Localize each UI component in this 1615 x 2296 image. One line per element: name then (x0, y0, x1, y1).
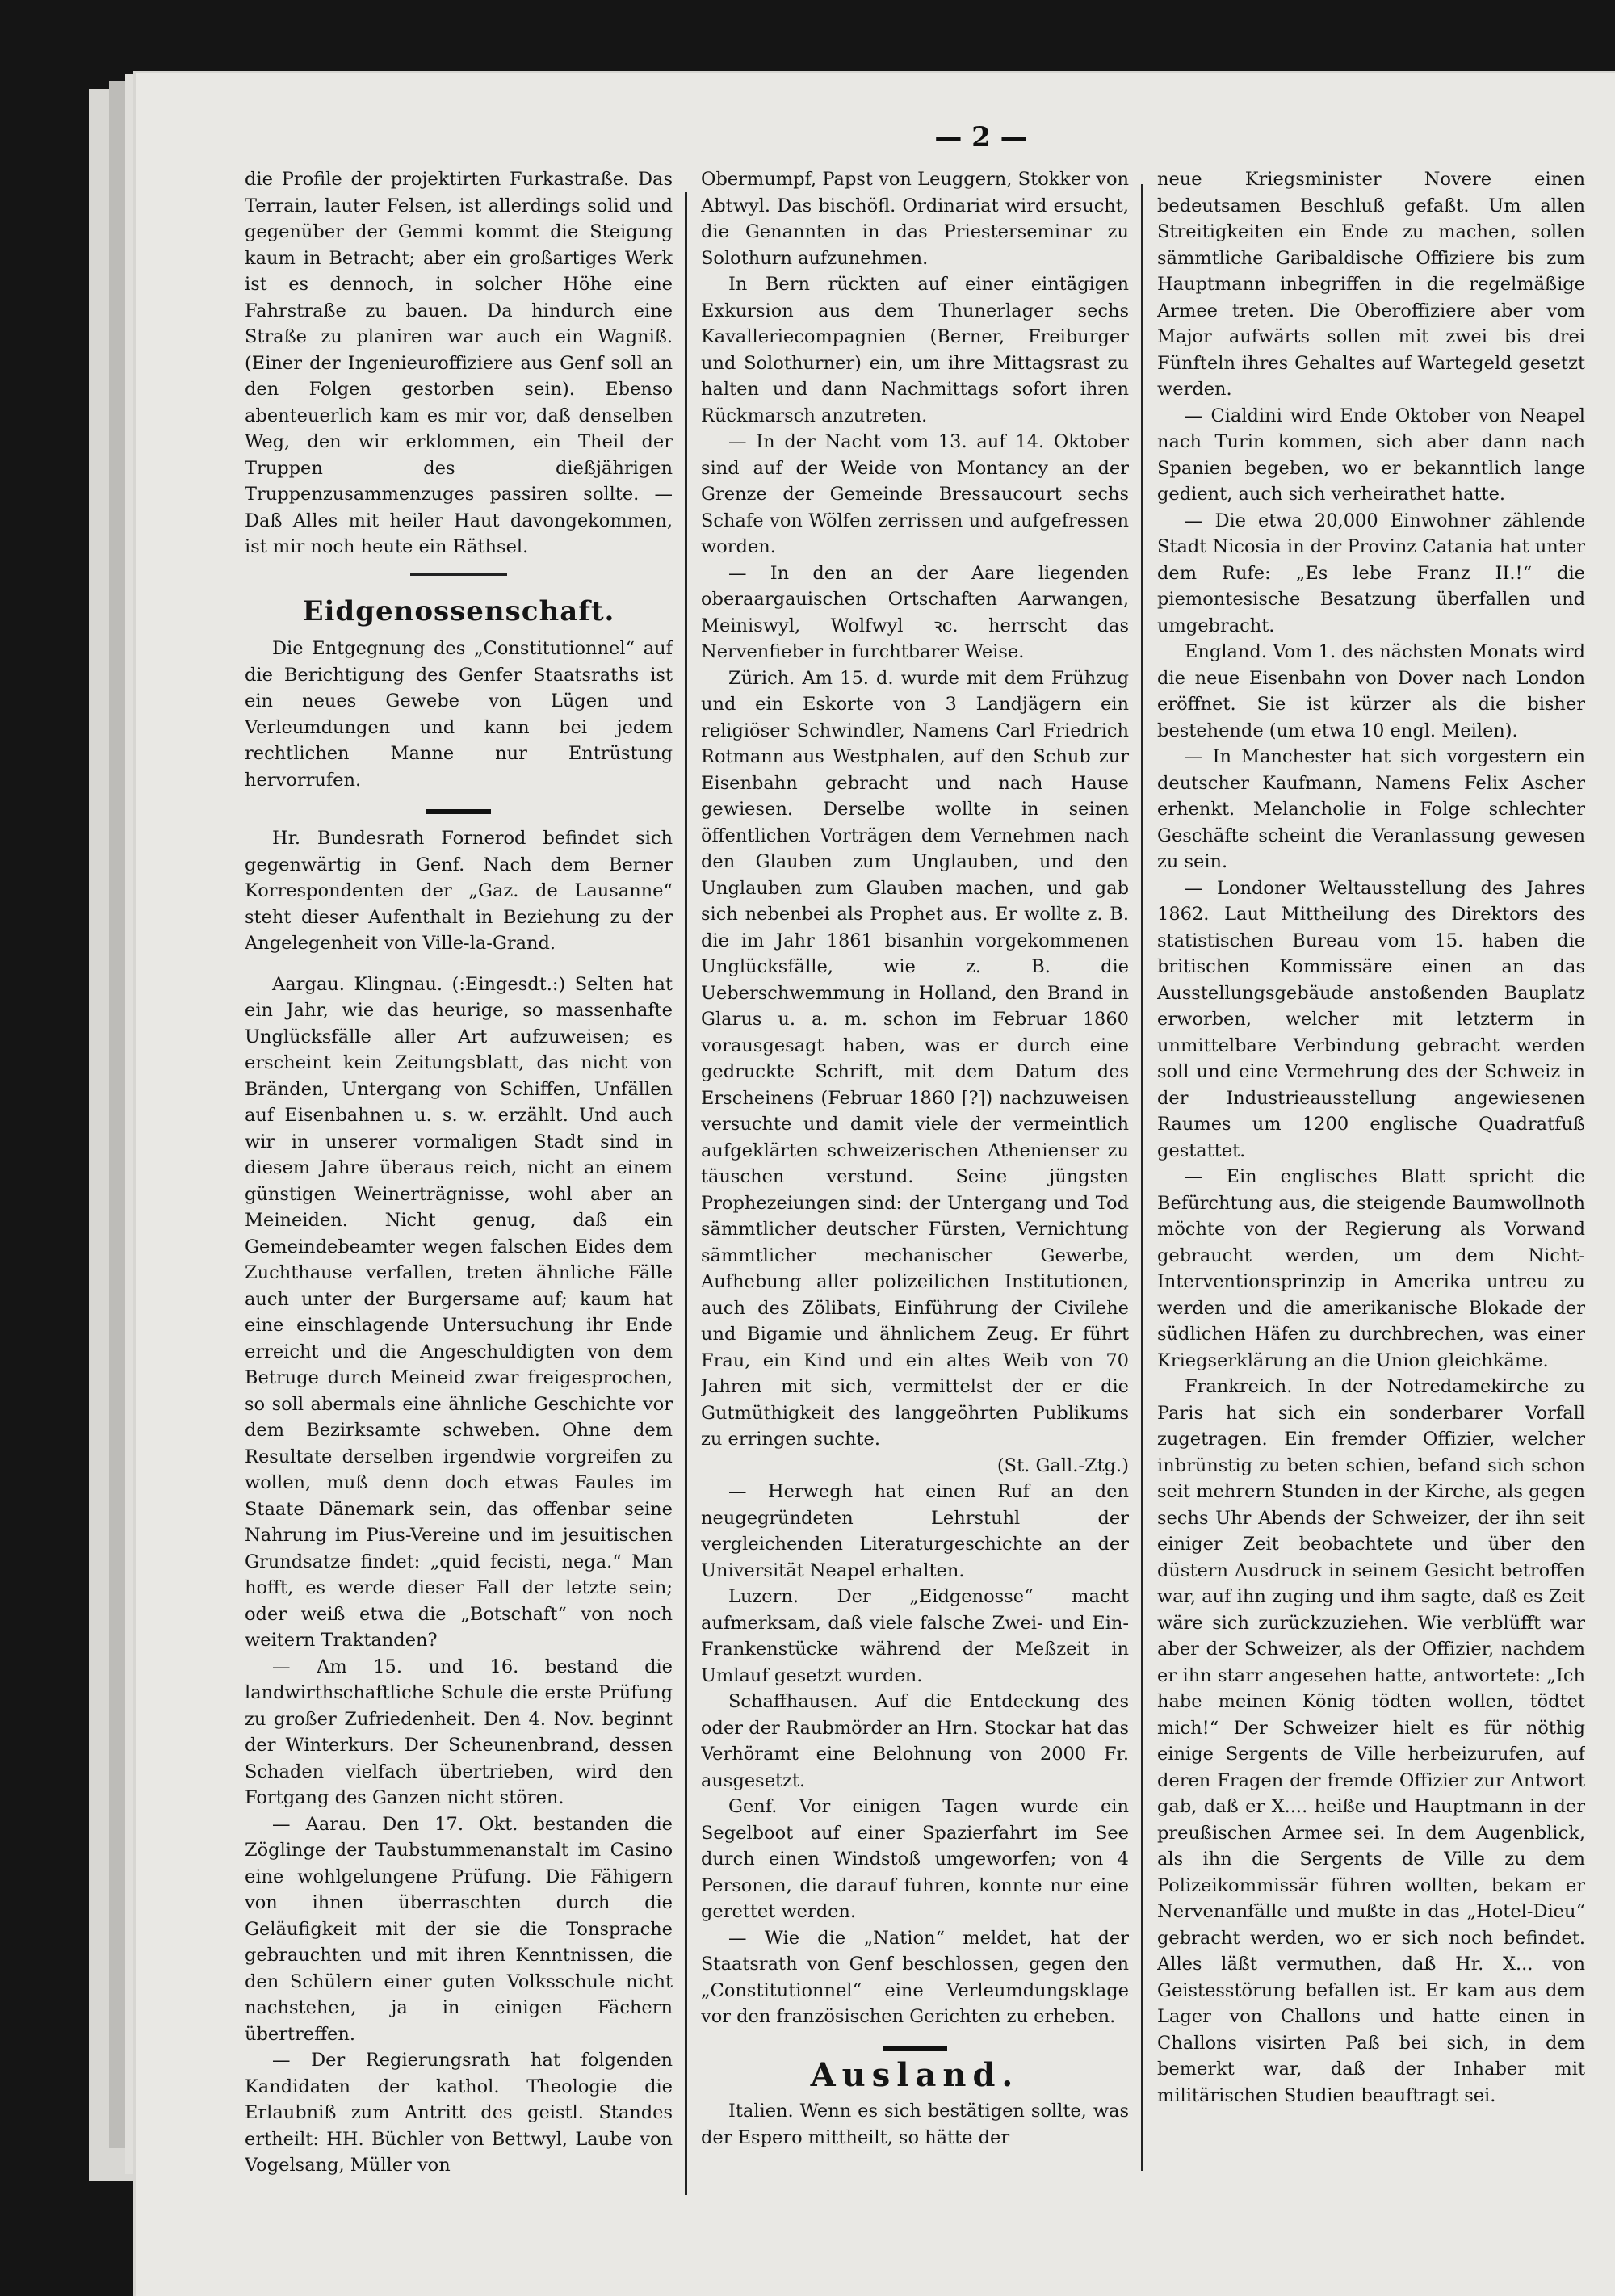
article-paragraph: Zürich. Am 15. d. wurde mit dem Frühzug und ein Eskorte von 3 Landjägern ein religiöser Schwindler, Namens Carl Friedrich Rotmann aus Westphalen, auf den Schub zur Eisenbahn gebracht und nach Hause gewiesen. Derselbe wollte in seinen öffentlichen Vorträgen dem Vernehmen nach den Glauben zum Unglauben, und den Unglauben zum Glauben machen, und gab sich nebenbei als Prophet aus. Er wollte z. B. die im Jahr 1861 bisanhin vorgekommenen Unglücksfälle, wie z. B. die Ueberschwemmung in Holland, den Brand in Glarus u. a. m. schon im Februar 1860 vorausgesagt haben, was er durch eine gedruckte Schrift, mit dem Datum des Erscheinens (Februar 1860 [?]) nachzuweisen versuchte und damit viele der vermeintlich aufgeklärten schweizerischen Athenienser zu täuschen verstund. Seine jüngsten Prophezeiungen sind: der Untergang und Tod sämmtlicher deutscher Fürsten, Vernichtung sämmtlicher mechanischer Gewerbe, Aufhebung aller polizeilichen Institutionen, auch des Zölibats, Einführung der Civilehe und Bigamie und ähnlichem Zeug. Er führt Frau, ein Kind und ein altes Weib von 70 Jahren mit sich, vermittelst der er die Gutmüthigkeit des langgeöhrten Publikums zu erringen suchte. (701, 667, 1129, 1450)
column-2 (701, 166, 1129, 2202)
article-paragraph: — In der Nacht vom 13. auf 14. Oktober sind auf der Weide von Montancy an der Grenze der Gemeinde Bressaucourt sechs Schafe von Wölfen zerrissen und aufgefressen worden. (701, 431, 1129, 557)
section-rule (410, 573, 507, 576)
article-paragraph: Luzern. Der „Eidgenosse“ macht aufmerksam, daß viele falsche Zwei- und Ein-Frankenstücke während der Meßzeit in Umlauf gesetzt wurden. (701, 1586, 1129, 1686)
article-paragraph: — Der Regierungsrath hat folgenden Kandidaten der kathol. Theologie die Erlaubniß zum Antritt des geistl. Standes ertheilt: HH. Büchler von Bettwyl, Laube von Vogelsang, Müller von (245, 2050, 673, 2176)
article-paragraph: Obermumpf, Papst von Leuggern, Stokker von Abtwyl. Das bischöfl. Ordinariat wird ersucht, die Genannten in das Priesterseminar zu Solothurn aufzunehmen. (701, 169, 1129, 269)
article-paragraph: In Bern rückten auf einer eintägigen Exkursion aus dem Thunerlager sechs Kavalleriecompagnien (Berner, Freiburger und Solothurner) ein, um ihre Mittagsrast zu halten und dann Nachmittags sofort ihren Rückmarsch anzutreten. (701, 274, 1129, 426)
article-paragraph: Schaffhausen. Auf die Entdeckung des oder der Raubmörder an Hrn. Stockar hat das Verhöramt eine Belohnung von 2000 Fr. ausgesetzt. (701, 1691, 1129, 1791)
article-paragraph: — In Manchester hat sich vorgestern ein deutscher Kaufmann, Namens Felix Ascher erhenkt. Melancholie in Folge schlechter Geschäfte scheint die Veranlassung gewesen zu sein. (1157, 746, 1585, 872)
article-rule (426, 809, 491, 814)
article-paragraph: neue Kriegsminister Novere einen bedeutsamen Beschluß gefaßt. Um allen Streitigkeiten ein Ende zu machen, sollen sämmtliche Garibaldische Offiziere bis zum Hauptmann inbegriffen in die regelmäßige Armee treten. Die Oberoffiziere aber vom Major aufwärts sollen mit zwei bis drei Fünfteln ihres Gehaltes auf Wartegeld gesetzt werden. (1157, 169, 1585, 400)
page-number: — 2 — (934, 121, 1028, 153)
newspaper-page (133, 71, 1615, 2296)
article-paragraph: — Aarau. Den 17. Okt. bestanden die Zöglinge der Taubstummenanstalt im Casino eine wohlgelungene Prüfung. Die Fähigern von ihnen überraschten durch die Geläufigkeit mit der sie die Tonsprache gebrauchten und mit ihren Kenntnissen, die den Schülern einer guten Volksschule nicht nachstehen, ja in einigen Fächern übertreffen. (245, 1813, 673, 2045)
article-paragraph: Italien. Wenn es sich bestätigen sollte, was der Espero mittheilt, so hätte der (701, 2101, 1129, 2148)
article-paragraph: die Profile der projektirten Furkastraße. Das Terrain, lauter Felsen, ist allerdings solid und gegenüber der Gemmi kommt die Steigung kaum in Betracht; aber ein großartiges Werk ist es dennoch, in solcher Höhe eine Fahrstraße zu bauen. Da hindurch eine Straße zu planiren war auch ein Wagniß. (Einer der Ingenieuroffiziere aus Genf soll an den Folgen gestorben sein). Ebenso abenteuerlich kam es mir vor, daß denselben Weg, den wir erklommen, ein Theil der Truppen des dießjährigen Truppenzusammenzuges passiren sollte. — Daß Alles mit heiler Haut davongekommen, ist mir noch heute ein Räthsel. (245, 169, 673, 557)
section-rule (883, 2046, 947, 2051)
article-paragraph: — Herwegh hat einen Ruf an den neugegründeten Lehrstuhl der vergleichenden Literaturgeschichte an der Universität Neapel erhalten. (701, 1481, 1129, 1581)
section-heading: Eidgenossenschaft. (302, 594, 615, 628)
article-paragraph: — Die etwa 20,000 Einwohner zählende Stadt Nicosia in der Provinz Catania hat unter dem Rufe: „Es lebe Franz II.!“ die piemontesische Besatzung überfallen und umgebracht. (1157, 510, 1585, 636)
column-3 (1157, 166, 1585, 2202)
article-paragraph: Frankreich. In der Notredamekirche zu Paris hat sich ein sonderbarer Vorfall zugetragen. Ein fremder Offizier, welcher inbrünstig zu beten schien, befand sich schon seit mehrern Stunden in der Kirche, als gegen sechs Uhr Abends der Schweizer, der ihn seit einiger Zeit beobachtete und über den düstern Ausdruck in seinem Gesicht betroffen war, auf ihn zuging und ihm sagte, daß es Zeit wäre sich zurückzuziehen. Wie verblüfft war aber der Schweizer, als der Offizier, nachdem er ihn starr angesehen hatte, antwortete: „Ich habe meinen König tödten wollen, tödtet mich!“ Der Schweizer hielt es für nöthig einige Sergents de Ville herbeizurufen, auf deren Fragen der fremde Offizier zur Antwort gab, daß er X.... heiße und Hauptmann in der preußischen Armee sei. In dem Augenblick, als ihn die Sergents de Ville zu dem Polizeikommissär führen wollten, bekam er Nervenanfälle und mußte in das „Hotel-Dieu“ gebracht werden, wo er sich noch befindet. Alles läßt vermuthen, daß Hr. X... von Geistesstörung befallen ist. Er kam aus dem Lager von Challons und hatte einen in Challons visirten Paß bei sich, in dem bemerkt war, daß der Inhaber mit militärischen Studien beauftragt sei. (1157, 1376, 1585, 2106)
article-paragraph: — Am 15. und 16. bestand die landwirthschaftliche Schule die erste Prüfung zu großer Zufriedenheit. Den 4. Nov. beginnt der Winterkurs. Der Scheunenbrand, dessen Schaden vielfach übertrieben, wird den Fortgang des Ganzen nicht stören. (245, 1656, 673, 1808)
article-paragraph: — In den an der Aare liegenden oberaargauischen Ortschaften Aarwangen, Meiniswyl, Wolfwyl ꝛc. herrscht das Nervenfieber in furchtbarer Weise. (701, 562, 1129, 662)
article-paragraph: — Cialdini wird Ende Oktober von Neapel nach Turin kommen, sich aber dann nach Spanien begeben, wo er bekanntlich lange gedient, auch sich verheirathet hatte. (1157, 405, 1585, 505)
article-paragraph: Die Entgegnung des „Constitutionnel“ auf die Berichtigung des Genfer Staatsraths ist ein neues Gewebe von Lügen und Verleumdungen und kann bei jedem rechtlichen Manne nur Entrüstung hervorrufen. (245, 638, 673, 791)
source-citation: (St. Gall.-Ztg.) (996, 1454, 1129, 1476)
article-paragraph: Genf. Vor einigen Tagen wurde ein Segelboot auf einer Spazierfahrt im See durch einen Windstoß umgeworfen; von 4 Personen, die darauf fuhren, konnte nur eine gerettet werden. (701, 1796, 1129, 1922)
article-paragraph: — Ein englisches Blatt spricht die Befürchtung aus, die steigende Baumwollnoth möchte von der Regierung als Vorwand gebraucht werden, um dem Nicht-Interventionsprinzip in Amerika untreu zu werden und die amerikanische Blokade der südlichen Häfen zu durchbrechen, was einer Kriegserklärung an die Union gleichkäme. (1157, 1166, 1585, 1371)
column-divider (1141, 184, 1143, 2171)
column-1 (245, 166, 673, 2202)
column-divider (685, 192, 687, 2195)
article-paragraph: Hr. Bundesrath Fornerod befindet sich gegenwärtig in Genf. Nach dem Berner Korrespondenten der „Gaz. de Lausanne“ steht dieser Aufenthalt in Beziehung zu der Angelegenheit von Ville-la-Grand. (245, 828, 673, 954)
article-paragraph: Aargau. Klingnau. (:Eingesdt.:) Selten hat ein Jahr, wie das heurige, so massenhafte Unglücksfälle aller Art aufzuweisen; es erscheint kein Zeitungsblatt, das nicht von Bränden, Untergang von Schiffen, Unfällen auf Eisenbahnen u. s. w. erzählt. Und auch wir in unserer vormaligen Stadt sind in diesem Jahre überaus reich, nicht an einem günstigen Weinerträgnisse, wohl aber an Meineiden. Nicht genug, daß ein Gemeindebeamter wegen falschen Eides dem Zuchthause verfallen, treten ähnliche Fälle auch unter der Burgersame auf; kaum hat eine einschlagende Untersuchung ihr Ende erreicht und die Angeschuldigten von dem Betruge durch Meineid zwar freigesprochen, so soll abermals eine ähnliche Geschichte vor dem Bezirksamte schweben. Ohne dem Resultate derselben irgendwie vorgreifen zu wollen, muß denn doch etwas Faules im Staate Dänemark sein, das offenbar seine Nahrung im Pius-Vereine und im jesuitischen Grundsatze findet: „quid fecisti, nega.“ Man hofft, es werde dieser Fall der letzte sein; oder weiß etwa die „Botschaft“ von noch weitern Traktanden? (245, 973, 673, 1651)
article-paragraph: — Wie die „Nation“ meldet, hat der Staatsrath von Genf beschlossen, gegen den „Constitutionnel“ eine Verleumdungsklage vor den französischen Gerichten zu erheben. (701, 1927, 1129, 2027)
section-heading: Ausland. (810, 2055, 1020, 2094)
article-paragraph: England. Vom 1. des nächsten Monats wird die neue Eisenbahn von Dover nach London eröffnet. Sie ist kürzer als die bisher bestehende (um etwa 10 engl. Meilen). (1157, 641, 1585, 741)
article-paragraph: — Londoner Weltausstellung des Jahres 1862. Laut Mittheilung des Direktors des statistischen Bureau vom 15. haben die britischen Kommissäre einen an das Ausstellungsgebäude anstoßenden Bauplatz erworben, welcher mit letzterm in unmittelbare Verbindung gebracht werden soll und eine Vermehrung des der Schweiz in der Industrieausstellung angewiesenen Raumes um 1200 englische Quadratfuß gestattet. (1157, 877, 1585, 1161)
